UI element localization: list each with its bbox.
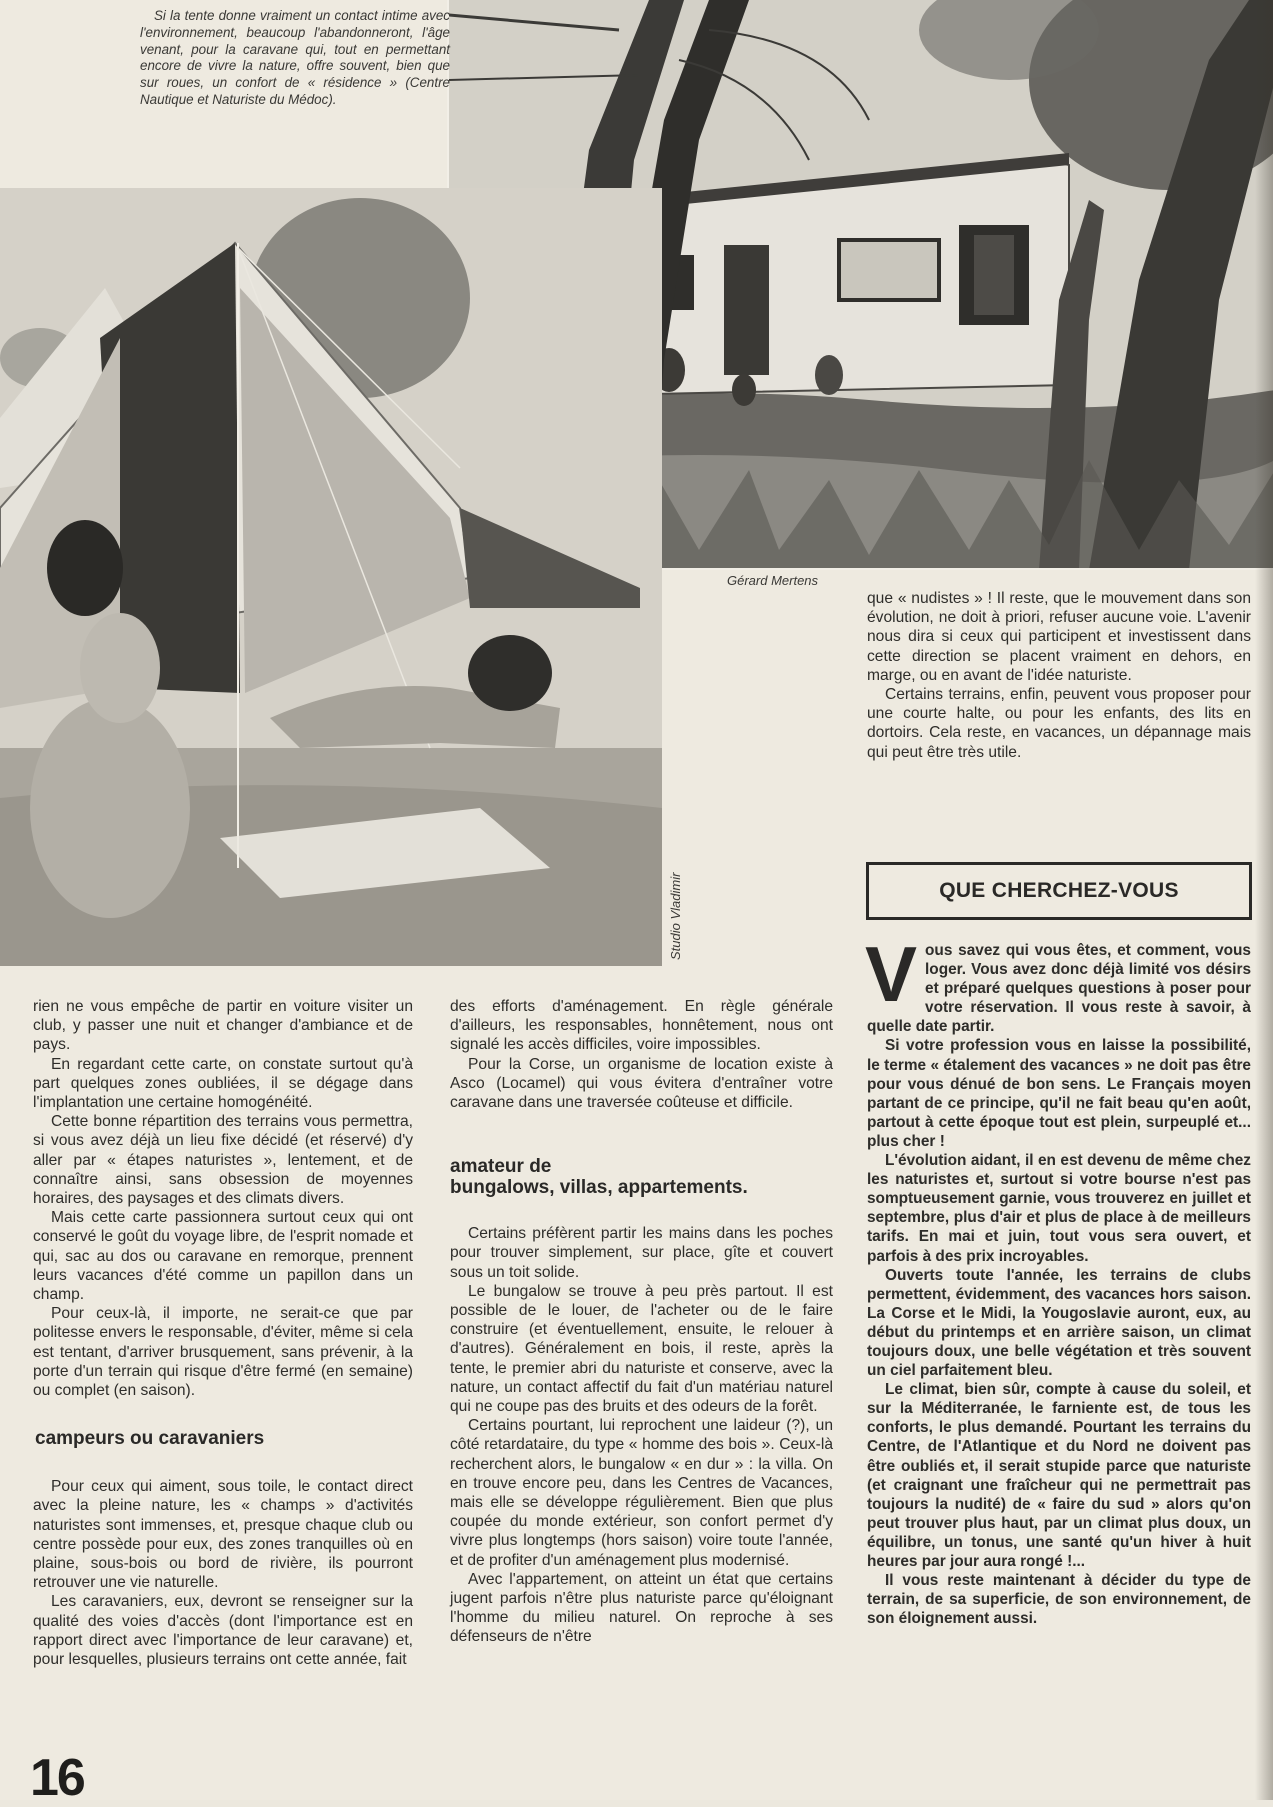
- paragraph: Certains préfèrent partir les mains dans les poches pour trouver simplement, sur place, gîte et couvert sous un toit solide.: [450, 1225, 833, 1281]
- paragraph: Certains pourtant, lui reprochent une laideur (?), un côté retardataire, du type « homme des bois ». Ceux-là recherchent alors, le bungalow « en dur » : la villa. On en trouve encore peu, dans les Centres de Vacances, mais elle se développe régulièrement. Bien que plus coupée du monde extérieur, son confort permet d'y vivre plus longtemps (hors saison) voire toute l'année, et de profiter d'un aménagement plus modernisé.: [450, 1417, 833, 1569]
- paragraph: que « nudistes » ! Il reste, que le mouvement dans son évolution, ne doit à priori, refuser aucune voie. L'avenir nous dira si ceux qui participent et investissent dans cette direction se placent vraiment en dehors, en marge, ou en avant de l'idée naturiste.: [867, 590, 1251, 684]
- section-heading-campeurs: campeurs ou caravaniers: [35, 1428, 265, 1450]
- paragraph: Cette bonne répartition des terrains vous permettra, si vous avez déjà un lieu fixe décidé (et réservé) d'y aller par « étapes naturistes », lentement, et de connaître ainsi, sans obsession de moyennes horaires, des paysages et des climats divers.: [33, 1113, 413, 1208]
- paragraph: Avec l'appartement, on atteint un état que certains jugent parfois n'être plus naturiste parce qu'éloignant l'homme du milieu naturel. On reproche à ses défenseurs de n'être: [450, 1570, 833, 1646]
- left-column: [33, 997, 413, 1669]
- sidebar-heading: QUE CHERCHEZ-VOUS: [939, 879, 1179, 902]
- right-column-intro: [867, 589, 1251, 762]
- sidebar-body: [865, 930, 1251, 1628]
- dropcap-letter: V: [865, 930, 918, 1018]
- paragraph: rien ne vous empêche de partir en voiture visiter un club, y passer une nuit et changer d'ambiance et de pays.: [33, 998, 413, 1054]
- paragraph: Ouverts toute l'année, les terrains de clubs permettent, évidemment, des vacances hors saison. La Corse et le Midi, la Yougoslavie auront, eux, au début du printemps et en arrière saison, un climat toujours doux, une belle végétation et très souvent un ciel parfaitement bleu.: [867, 1266, 1251, 1380]
- paragraph: Il vous reste maintenant à décider du type de terrain, de sa superficie, de son environnement, de son éloignement aussi.: [867, 1572, 1251, 1628]
- paragraph: Pour ceux qui aiment, sous toile, le contact direct avec la pleine nature, les « champs » d'activités naturistes sont immenses, et, presque chaque club ou centre possède pour eux, des zones tranquilles où en plaine, sous-bois ou bord de rivière, ils pourront retrouver une vie naturelle.: [33, 1478, 413, 1592]
- page-edge-shadow: [1255, 0, 1273, 1800]
- section-heading-bungalows: [450, 1156, 833, 1198]
- sidebar-first-paragraph: [865, 930, 1251, 1036]
- photo-caption: Si la tente donne vraiment un contact intime avec l'environnement, beaucoup l'abandonneront, l'âge venant, pour la caravane qui, tout en permettant encore de vivre la nature, offre souvent, bien que sur roues, un confort de « résidence » (Centre Nautique et Naturiste du Médoc).: [140, 8, 450, 107]
- paragraph: Le climat, bien sûr, compte à cause du soleil, et sur la Méditerranée, le farniente est, de tous les conforts, le plus demandé. Pourtant les terrains du Centre, de l'Atlantique et du Nord ne doivent pas être oubliés et, il serait stupide parce que naturiste (et craignant une fraîcheur qui ne permettrait pas toujours la nudité) de « faire du sud » alors qu'on peut trouver plus haut, par un climat plus doux, un équilibre, un tonus, une santé qu'un hiver à huit heures par jour aura rongé !...: [867, 1381, 1251, 1570]
- heading-line: amateur de: [450, 1156, 552, 1178]
- paragraph: Pour ceux-là, il importe, ne serait-ce que par politesse envers le responsable, d'éviter, même si cela est tentant, d'arriver brusquement, sans prévenir, à la porte d'un terrain qui risque d'être fermé (en semaine) ou complet (en saison).: [33, 1305, 413, 1400]
- tent-photo: [0, 188, 662, 966]
- paragraph: Pour la Corse, un organisme de location existe à Asco (Locamel) qui vous évitera d'entraîner votre caravane dans une traversée coûteuse et difficile.: [450, 1055, 833, 1112]
- middle-column: [450, 997, 833, 1647]
- photo-credit-caravan: Gérard Mertens: [727, 573, 819, 588]
- paragraph-text: ous savez qui vous êtes, et comment, vous loger. Vous avez donc déjà limité vos désirs et préparé quelques questions à poser pour votre réservation. Il vous reste à savoir, à quelle date partir.: [867, 942, 1251, 1036]
- paragraph: En regardant cette carte, on constate surtout qu'à part quelques zones oubliées, il se dégage dans l'implantation une certaine homogénéité.: [33, 1055, 413, 1112]
- paragraph: Le bungalow se trouve à peu près partout. Il est possible de le louer, de l'acheter ou de le faire construire (et éventuellement, ensuite, le relouer à d'autres). Généralement en bois, il reste, après la tente, le premier abri du naturiste et conserve, avec la nature, un contact affectif du fait d'un matériau naturel qui ne coupe pas des bruits et des odeurs de la forêt.: [450, 1282, 833, 1416]
- paragraph: des efforts d'aménagement. En règle générale d'ailleurs, les responsables, honnêtement, nous ont signalé les accès difficiles, voire impossibles.: [450, 998, 833, 1054]
- sidebar-heading-box: [866, 862, 1252, 920]
- paragraph: L'évolution aidant, il en est devenu de même chez les naturistes et, surtout si votre bourse n'est pas somptueusement garnie, vous trouverez en juillet et septembre, plus d'air et plus de place à de meilleurs tarifs. En mai et juin, tout vous sera ouvert, et parfois à des prix incroyables.: [867, 1152, 1251, 1265]
- paragraph: Certains terrains, enfin, peuvent vous proposer pour une courte halte, ou pour les enfants, des lits en dortoirs. Cela reste, en vacances, un dépannage mais qui peut être très utile.: [867, 686, 1251, 761]
- page-number: 16: [30, 1749, 84, 1807]
- paragraph: Les caravaniers, eux, devront se renseigner sur la qualité des voies d'accès (dont l'importance est en rapport direct avec l'importance de leur caravane) et, pour lesquelles, plusieurs terrains ont cette année, fait: [33, 1593, 413, 1669]
- photo-credit-tent: Studio Vladimir: [668, 872, 683, 960]
- paragraph: Si votre profession vous en laisse la possibilité, le terme « étalement des vacances » ne doit pas être pour vous dénué de bon sens. Le Français moyen partant de ce principe, qu'il ne fait beau qu'en août, partout à cette époque tout est plein, surpeuplé et... plus cher !: [867, 1037, 1251, 1150]
- paragraph: Mais cette carte passionnera surtout ceux qui ont conservé le goût du voyage libre, de l'esprit nomade et qui, sac au dos ou caravane en remorque, prennent leurs vacances d'été comme un papillon dans un champ.: [33, 1209, 413, 1304]
- tent-photo-illustration: [0, 188, 662, 966]
- heading-line: bungalows, villas, appartements.: [450, 1177, 748, 1199]
